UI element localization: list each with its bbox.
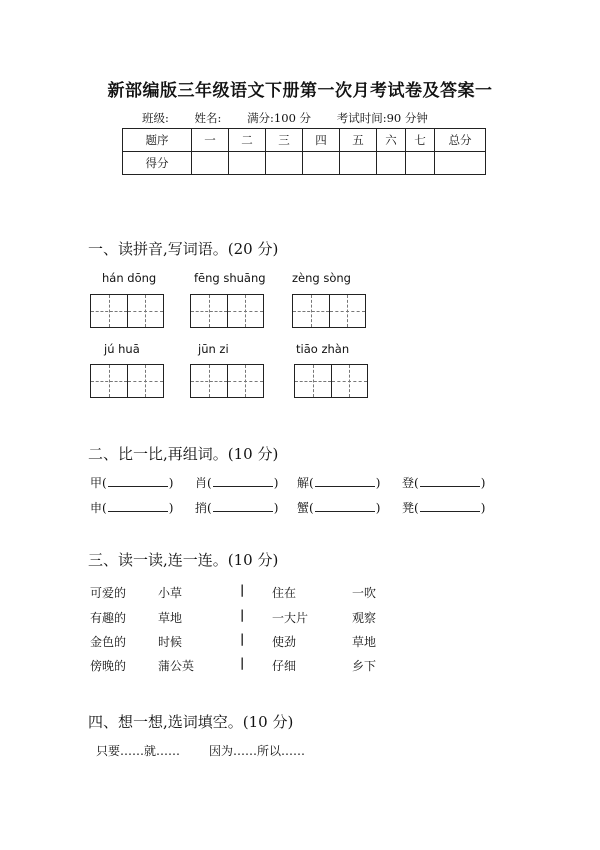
divider: | xyxy=(240,583,245,597)
pinyin-3: zèng sòng xyxy=(292,271,351,285)
compare-char: 蟹 xyxy=(297,501,310,515)
writing-grid-3[interactable] xyxy=(292,294,366,328)
match-left-word[interactable]: 金色的 xyxy=(90,635,127,649)
exam-time: 考试时间:90 分钟 xyxy=(336,111,428,125)
divider: | xyxy=(240,656,245,670)
compare-row-2: 凳( ) xyxy=(402,501,486,515)
match-right-word[interactable]: 乡下 xyxy=(352,659,377,673)
compare-row-1: 甲( ) xyxy=(90,476,174,490)
pinyin-6: tiāo zhàn xyxy=(296,342,350,356)
match-right-word[interactable]: 观察 xyxy=(352,611,377,625)
score-cell[interactable] xyxy=(303,152,340,175)
pinyin-4: jú huā xyxy=(104,342,140,356)
score-cell[interactable] xyxy=(377,152,406,175)
score-cell[interactable] xyxy=(266,152,303,175)
class-label: 班级: xyxy=(142,111,169,125)
compare-char: 解 xyxy=(297,476,310,490)
answer-blank[interactable] xyxy=(108,485,168,487)
compare-char: 肖 xyxy=(195,476,208,490)
compare-char: 登 xyxy=(402,476,415,490)
score-header-cell: 七 xyxy=(406,129,435,152)
divider: | xyxy=(240,632,245,646)
score-header-cell: 三 xyxy=(266,129,303,152)
score-cell[interactable] xyxy=(229,152,266,175)
full-score: 满分:100 分 xyxy=(247,111,312,125)
score-table-header-row xyxy=(123,129,486,152)
score-cell[interactable] xyxy=(340,152,377,175)
name-label: 姓名: xyxy=(194,111,222,125)
score-table xyxy=(122,128,486,175)
match-left-word[interactable]: 草地 xyxy=(158,611,183,625)
score-header-cell: 题序 xyxy=(123,129,192,152)
compare-row-1: 肖( ) xyxy=(195,476,279,490)
answer-blank[interactable] xyxy=(213,510,273,512)
pinyin-5: jūn zi xyxy=(198,342,229,356)
writing-grid-1[interactable] xyxy=(90,294,164,328)
score-cell[interactable] xyxy=(192,152,229,175)
match-left-word[interactable]: 时候 xyxy=(158,635,183,649)
match-right-word[interactable]: 一大片 xyxy=(272,611,309,625)
page-title: 新部编版三年级语文下册第一次月考试卷及答案一 xyxy=(107,81,493,101)
writing-grid-2[interactable] xyxy=(190,294,264,328)
compare-char: 甲 xyxy=(90,476,103,490)
answer-blank[interactable] xyxy=(108,510,168,512)
writing-grid-5[interactable] xyxy=(190,364,264,398)
compare-char: 捎 xyxy=(195,501,208,515)
score-header-cell: 六 xyxy=(377,129,406,152)
score-header-cell: 五 xyxy=(340,129,377,152)
compare-row-2: 捎( ) xyxy=(195,501,279,515)
section-4-heading: 四、想一想,选词填空。(10 分) xyxy=(88,713,294,731)
score-row-label: 得分 xyxy=(123,152,192,175)
compare-char: 凳 xyxy=(402,501,415,515)
compare-char: 申 xyxy=(90,501,103,515)
score-header-cell: 二 xyxy=(229,129,266,152)
writing-grid-6[interactable] xyxy=(294,364,368,398)
answer-blank[interactable] xyxy=(315,510,375,512)
answer-blank[interactable] xyxy=(420,485,480,487)
option-word: 只要……就…… xyxy=(96,744,181,758)
compare-row-1: 登( ) xyxy=(402,476,486,490)
score-cell[interactable] xyxy=(406,152,435,175)
match-right-word[interactable]: 仔细 xyxy=(272,659,297,673)
match-left-word[interactable]: 有趣的 xyxy=(90,611,127,625)
divider: | xyxy=(240,608,245,622)
match-right-word[interactable]: 使劲 xyxy=(272,635,297,649)
section-3-heading: 三、读一读,连一连。(10 分) xyxy=(88,551,279,569)
match-right-word[interactable]: 住在 xyxy=(272,586,297,600)
option-word: 因为……所以…… xyxy=(209,744,306,758)
answer-blank[interactable] xyxy=(315,485,375,487)
writing-grid-4[interactable] xyxy=(90,364,164,398)
compare-row-2: 申( ) xyxy=(90,501,174,515)
compare-row-1: 解( ) xyxy=(297,476,381,490)
score-table-score-row xyxy=(123,152,486,175)
pinyin-1: hán dōng xyxy=(102,271,157,285)
answer-blank[interactable] xyxy=(213,485,273,487)
score-cell[interactable] xyxy=(435,152,486,175)
match-left-word[interactable]: 小草 xyxy=(158,586,183,600)
compare-row-2: 蟹( ) xyxy=(297,501,381,515)
answer-blank[interactable] xyxy=(420,510,480,512)
pinyin-2: fēng shuāng xyxy=(194,271,266,285)
match-left-word[interactable]: 傍晚的 xyxy=(90,659,127,673)
section-1-heading: 一、读拼音,写词语。(20 分) xyxy=(88,240,279,258)
score-header-cell: 一 xyxy=(192,129,229,152)
match-left-word[interactable]: 蒲公英 xyxy=(158,659,195,673)
score-header-cell: 总分 xyxy=(435,129,486,152)
section-2-heading: 二、比一比,再组词。(10 分) xyxy=(88,445,279,463)
match-right-word[interactable]: 草地 xyxy=(352,635,377,649)
exam-info xyxy=(142,110,450,126)
match-right-word[interactable]: 一吹 xyxy=(352,586,377,600)
score-header-cell: 四 xyxy=(303,129,340,152)
match-left-word[interactable]: 可爱的 xyxy=(90,586,127,600)
